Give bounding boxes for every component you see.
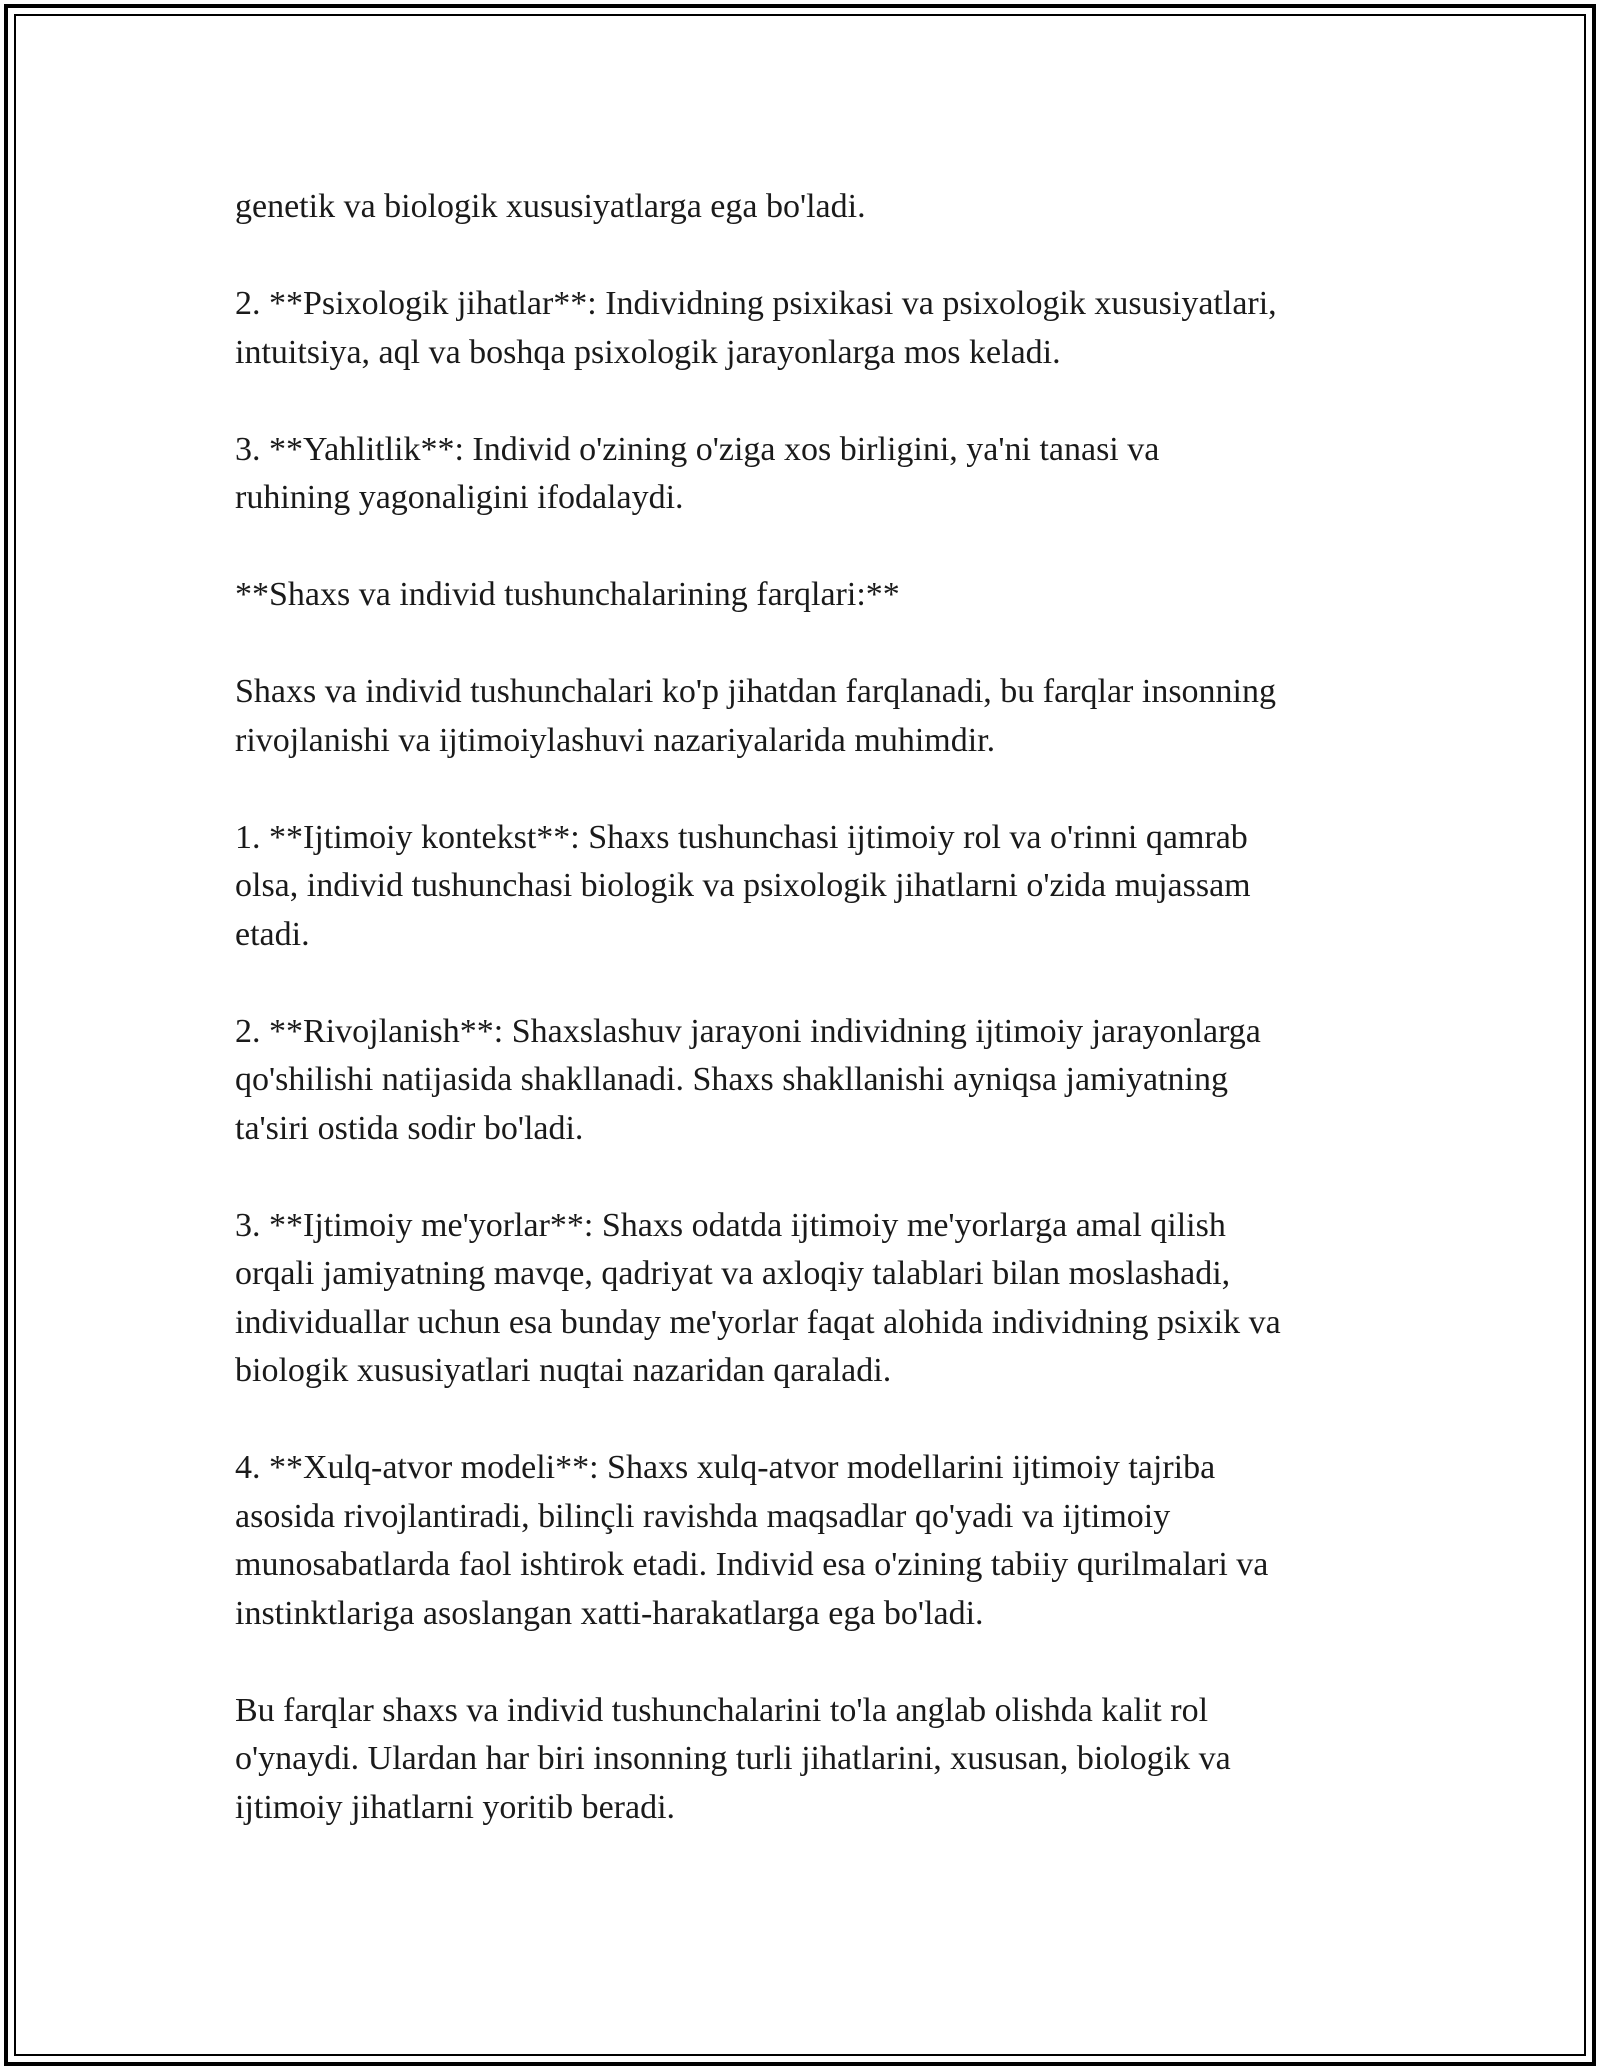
paragraph (235, 1444, 1375, 1638)
text-line: rivojlanishi va ijtimoiylashuvi nazariyalarida muhimdir. (235, 721, 996, 759)
text-line: Bu farqlar shaxs va individ tushunchalarini to'la anglab olishda kalit rol (235, 1691, 1209, 1729)
paragraph (235, 1008, 1375, 1154)
text-line: 3. **Ijtimoiy me'yorlar**: Shaxs odatda ijtimoiy me'yorlarga amal qilish (235, 1206, 1226, 1244)
text-line: ruhining yagonaligini ifodalaydi. (235, 479, 684, 516)
text-line: munosabatlarda faol ishtirok etadi. Individ esa o'zining tabiiy qurilmalari va (235, 1546, 1269, 1583)
text-line: olsa, individ tushunchasi biologik va psixologik jihatlarni o'zida mujassam (235, 867, 1251, 904)
text-line: individuallar uchun esa bunday me'yorlar faqat alohida individning psixik va (235, 1303, 1281, 1341)
text-line: intuitsiya, aql va boshqa psixologik jarayonlarga mos keladi. (235, 333, 1061, 371)
text-line: 1. **Ijtimoiy kontekst**: Shaxs tushunchasi ijtimoiy rol va o'rinni qamrab (235, 818, 1248, 856)
text-line: asosida rivojlantiradi, bilinçli ravishda maqsadlar qo'yadi va ijtimoiy (235, 1497, 1171, 1535)
text-line: 4. **Xulq-atvor modeli**: Shaxs xulq-atvor modellarini ijtimoiy tajriba (235, 1449, 1216, 1486)
text-line: o'ynaydi. Ulardan har biri insonning turli jihatlarini, xususan, biologik va (235, 1740, 1231, 1777)
text-line: 2. **Rivojlanish**: Shaxslashuv jarayoni individning ijtimoiy jarayonlarga (235, 1012, 1261, 1050)
paragraph (235, 426, 1375, 523)
paragraph (235, 668, 1375, 765)
text-line: qo'shilishi natijasida shakllanadi. Shaxs shakllanishi ayniqsa jamiyatning (235, 1061, 1228, 1098)
text-line: Shaxs va individ tushunchalari ko'p jihatdan farqlanadi, bu farqlar insonning (235, 673, 1277, 710)
section-heading (235, 571, 1375, 620)
paragraph (235, 814, 1375, 960)
document-body (235, 183, 1375, 1832)
paragraph (235, 1202, 1375, 1396)
paragraph (235, 183, 1375, 232)
text-line: 2. **Psixologik jihatlar**: Individning psixikasi va psixologik xususiyatlari, (235, 285, 1277, 322)
text-line: orqali jamiyatning mavqe, qadriyat va axloqiy talablari bilan moslashadi, (235, 1255, 1231, 1292)
text-line: **Shaxs va individ tushunchalarining farqlari:** (235, 576, 900, 613)
paragraph (235, 1687, 1375, 1833)
paragraph (235, 280, 1375, 377)
text-line: instinktlariga asoslangan xatti-harakatlarga ega bo'ladi. (235, 1594, 984, 1632)
text-line: biologik xususiyatlari nuqtai nazaridan qaraladi. (235, 1352, 892, 1389)
text-line: etadi. (235, 915, 310, 953)
text-line: 3. **Yahlitlik**: Individ o'zining o'ziga xos birligini, ya'ni tanasi va (235, 430, 1160, 468)
text-line: ta'siri ostida sodir bo'ladi. (235, 1109, 584, 1147)
text-line: genetik va biologik xususiyatlarga ega bo'ladi. (235, 188, 866, 225)
text-line: ijtimoiy jihatlarni yoritib beradi. (235, 1788, 676, 1826)
